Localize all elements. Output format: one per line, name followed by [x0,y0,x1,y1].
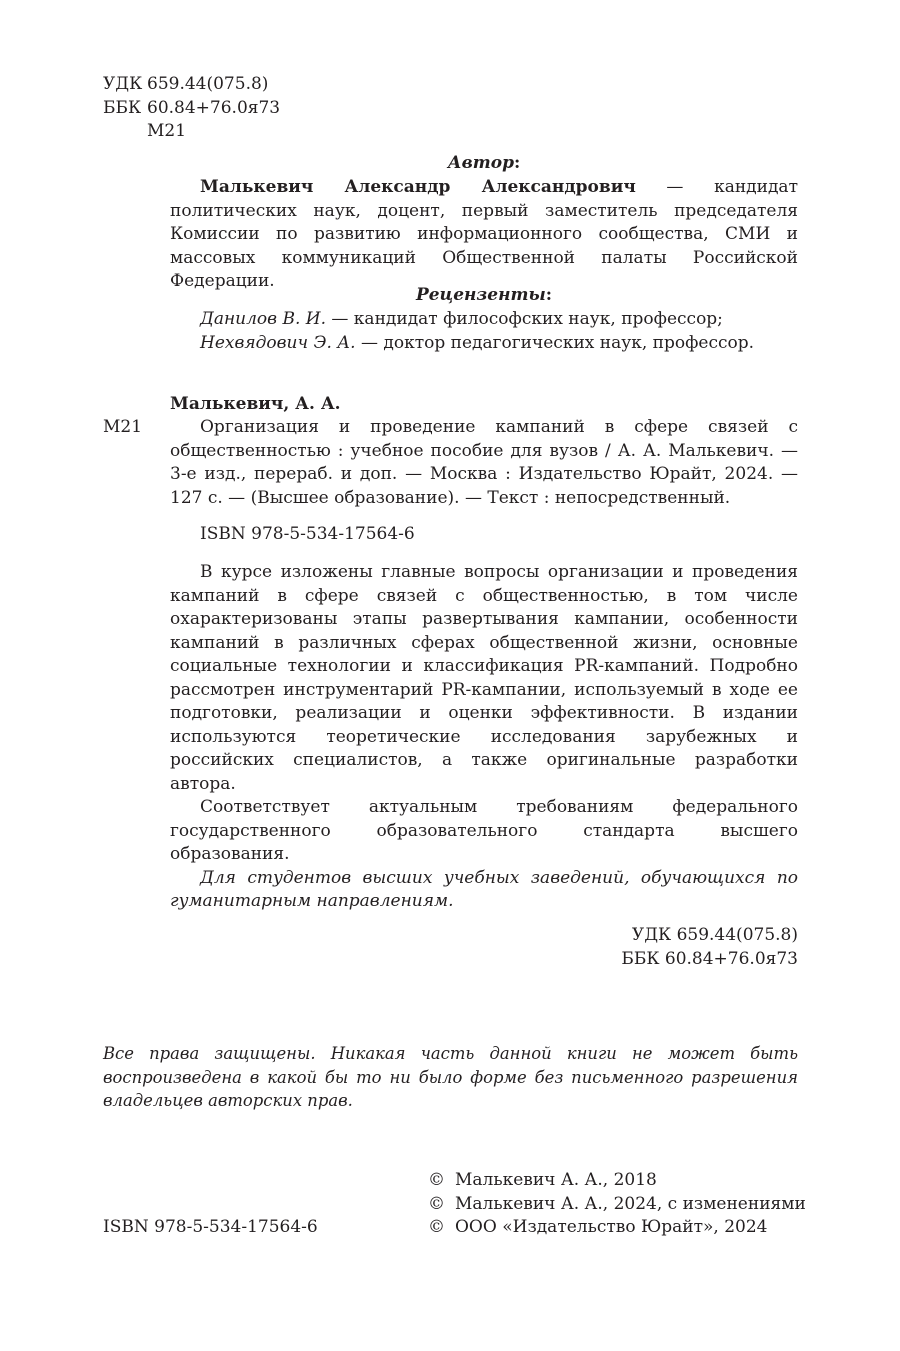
author-mark: М21 [147,121,187,141]
abstract-paragraph: В курсе изложены главные вопросы организации и проведения кампаний в сфере связей с общественностью, в том числе охарактеризованы этапы развертывания кампании, особенности кампаний в различных сферах общественной жизни, основные социальные технологии и классификация PR-кампаний. Подробно рассмотрен инструментарий PR-кампании, используемый в ходе ее подготовки, реализации и оценки эффективности. В издании используются теоретические исследования зарубежных и российских специалистов, а также оригинальные разработки автора. [170,562,798,794]
classification-bbk: ББК 60.84+76.0я73 [621,948,798,969]
copyright-item [428,1193,806,1217]
rights-notice: Все права защищены. Никакая часть данной книги не может быть воспроизведена в какой бы то ни было форме без письменного разрешения владельцев авторских прав. [103,1044,798,1110]
reviewer-name: Данилов В. И. [200,309,326,329]
bbk-value: 60.84+76.0я73 [147,97,281,118]
reviewer-item [200,308,798,332]
bibliography-code: М21 [103,417,143,437]
copyright-icon: © [428,1170,445,1190]
reviewer-name: Нехвядович Э. А. [200,332,356,353]
author-heading-colon: : [513,153,521,173]
bibliography-description: Организация и проведение кампаний в сфере связей с общественностью : учебное пособие для вузов / А. А. Малькевич. — 3-е изд., перераб. и доп. — Москва : Издательство Юрайт, 2024. — 127 с. — (Высшее образование). — Текст : непосредственный. [170,417,798,508]
bibliography-isbn: ISBN 978-5-534-17564-6 [200,524,415,544]
author-name: Малькевич Александр Александрович [200,177,636,197]
classification-udk: УДК 659.44(075.8) [631,925,798,945]
copyright-text: Малькевич А. А., 2018 [455,1170,657,1190]
copyright-list [428,1169,806,1240]
classification-summary [621,924,798,971]
bibliography-author: Малькевич, А. А. [170,394,341,414]
author-heading [170,152,798,176]
copyright-text: ООО «Издательство Юрайт», 2024 [455,1217,768,1237]
reviewers-heading [170,284,798,308]
classification-codes [103,73,280,144]
reviewers-list [200,308,798,355]
abstract-paragraph: Соответствует актуальным требованиям федерального государственного образовательного стандарта высшего образования. [170,797,798,864]
author-heading-text: Автор [447,153,514,173]
author-description: — кандидат политических наук, доцент, первый заместитель председателя Комиссии по развитию информационного сообщества, СМИ и массовых коммуникаций Общественной палаты Российской Федерации. [170,177,798,291]
copyright-item [428,1216,806,1240]
reviewer-item [200,332,798,356]
reviewer-role: — доктор педагогических наук, профессор. [355,332,755,353]
audience-paragraph: Для студентов высших учебных заведений, обучающихся по гуманитарным направлениям. [170,867,798,911]
copyright-item [428,1169,806,1193]
udk-value: 659.44(075.8) [147,74,269,94]
copyright-icon: © [428,1193,445,1214]
copyright-text: Малькевич А. А., 2024, с изменениями [455,1193,806,1214]
udk-row [103,73,280,97]
abstract [170,561,798,914]
bbk-label: ББК [103,97,142,118]
isbn-bottom: ISBN 978-5-534-17564-6 [103,1217,318,1237]
author-info [170,176,798,294]
reviewer-role: — кандидат философских наук, профессор; [326,309,723,329]
reviewers-heading-colon: : [545,285,553,305]
udk-label: УДК [103,74,143,94]
reviewers-heading-text: Рецензенты [415,285,546,305]
bbk-row [103,97,280,121]
copyright-icon: © [428,1217,445,1237]
